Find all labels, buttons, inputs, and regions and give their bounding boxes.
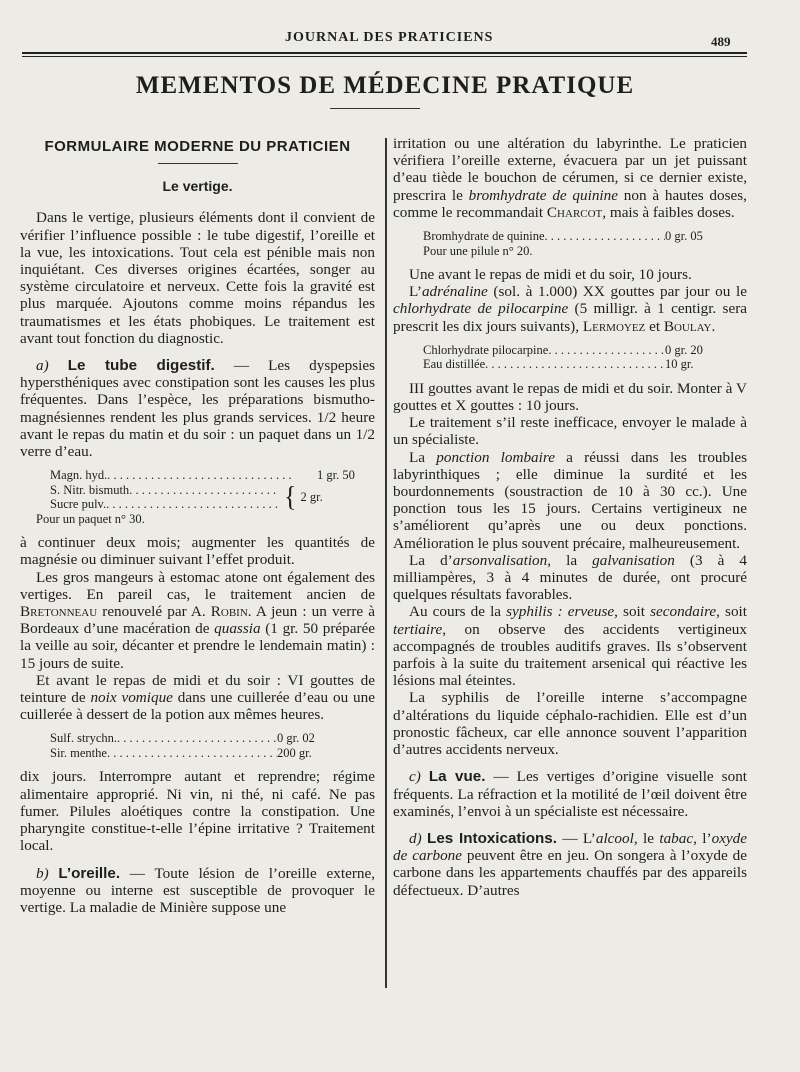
section-a: a) Le tube digestif. — Les dyspepsies hypersthéniques avec constipation sont les causes les plus fréquentes. Dans l’espèce, les préparations bismutho-magnésiennes rendent les plus grands services. 1/2 heure avant le repas du matin et du soir : un paquet dans un 1/2 verre d’eau. <box>20 357 375 461</box>
paragraph: La ponction lombaire a réussi dans les troubles labyrinthiques ; elle diminue la surdité et les bourdonnements (soustraction de 10 à 30 cc.). Une ponction tous les 15 jours. Certains vertigineux ne s’améliorent qu’après une ou deux ponctions. Amélioration le plus souvent précaire, malheureusement. <box>393 448 747 552</box>
paragraph: Une avant le repas de midi et du soir, 10 jours. <box>409 266 692 284</box>
paragraph: Les gros mangeurs à estomac atone ont également des vertiges. En pareil cas, le traitement ancien de Bretonneau renouvelé par A. Robin. A jeun : un verre à Bordeaux d’une macération de quassia (1 gr. 50 préparée la veille au soir, décanter et prendre le lendemain matin) : 15 jours de suite. <box>20 568 375 672</box>
intro-paragraph: Dans le vertige, plusieurs éléments dont il convient de vérifier l’influence possible : le tube digestif, l’oreille et la vue, les intoxications. Tout cela est pénible mais non inquiétant. Ces diverses origines écartées, songer au système circulatoire et nerveux. Cette fois la gravité est plus marquée. Ajoutons comme moins répandus les traumatismes et les états phobiques. Le traitement est avant tout fonction du diagnostic. <box>20 209 375 347</box>
paragraph: Au cours de la syphilis : erveuse, soit secondaire, soit tertiaire, on observe des accidents vertigineux accompagnés de troubles auditifs graves. Ils s’observent parfois à la suite du traitement arsenical qui réactive les lésions mal éteintes. <box>393 603 747 690</box>
right-column <box>393 135 747 899</box>
section-rule <box>158 163 238 164</box>
paragraph: L’adrénaline (sol. à 1.000) XX gouttes par jour ou le chlorhydrate de pilocarpine (5 milligr. à 1 centigr. sera prescrit les dix jours suivants), Lermoyez et Boulay. <box>393 283 747 335</box>
rx-line: Magn. hyd. . . . 1 gr. 50 <box>50 468 375 483</box>
section-d: d) Les Intoxications. — L’alcool, le tabac, l’oxyde de carbone peuvent être en jeu. On songera à l’oxyde de carbone dans les appartements chauffés par des appareils défectueux. D’autres <box>393 829 747 899</box>
brace-glyph: { <box>284 480 297 513</box>
paragraph: Et avant le repas de midi et du soir : VI gouttes de teinture de noix vomique dans une cuillerée d’eau ou une cuillerée à dessert de la potion aux mêmes heures. <box>20 671 375 724</box>
prescription-1 <box>36 468 375 526</box>
rx-note: Pour un paquet n° 30. <box>36 511 145 526</box>
running-head: JOURNAL DES PRATICIENS <box>285 30 494 45</box>
rx-line: Bromhydrate de quinine . . . 0 gr. 05 <box>423 229 723 244</box>
rx-line: Eau distillée . . . 10 gr. <box>423 357 723 372</box>
rx-line: Sir. menthe . . . 200 gr. <box>50 746 335 761</box>
paragraph: dix jours. Interrompre autant et reprendre; régime alimentaire approprié. Ni vin, ni thé, ni café. Ne pas fumer. Pilules aloétiques contre la constipation. Une pharyngite constitue-t-elle l’épine irritative ? Traitement local. <box>20 768 375 855</box>
section-b: b) L’oreille. — Toute lésion de l’oreille externe, moyenne ou interne est susceptible de provoquer le vertige. La maladie de Minière suppose une <box>20 864 376 916</box>
left-column <box>20 136 375 916</box>
rx-brace-group: S. Nitr. bismuth . . . Sucre pulv. . . . { 2 gr. <box>50 483 375 512</box>
paragraph: La d’arsonvalisation, la galvanisation (3 à 4 milliampères, 3 à 4 minutes de durée, ont procuré quelques résultats favorables. <box>393 551 747 604</box>
rx-note: Pour une pilule n° 20. <box>423 243 533 258</box>
section-title: FORMULAIRE MODERNE DU PRATICIEN <box>44 138 351 155</box>
paragraph: Le traitement s’il reste inefficace, envoyer le malade à un spécialiste. <box>393 414 747 449</box>
title-underline <box>330 108 420 109</box>
section-c: c) La vue. — Les vertiges d’origine visuelle sont fréquents. La réfraction et la motilité de l’œil doivent être examinés, l’envoi à un spécialiste est nécessaire. <box>393 768 748 820</box>
paragraph: III gouttes avant le repas de midi et du soir. Monter à V gouttes et X gouttes : 10 jours. <box>393 379 747 415</box>
main-title: MEMENTOS DE MÉDECINE PRATIQUE <box>135 72 635 99</box>
article-subtitle: Le vertige. <box>162 178 233 195</box>
column-divider <box>385 138 387 988</box>
prescription-3 <box>423 229 747 258</box>
header-rule-thin <box>22 56 747 57</box>
header-rule <box>22 52 747 54</box>
prescription-4 <box>423 343 747 372</box>
rx-line: Sulf. strychn. . . . 0 gr. 02 <box>50 731 335 746</box>
paragraph: irritation ou une altération du labyrinthe. Le praticien vérifiera l’oreille externe, évacuera par un jet puissant d’eau tiède le bouchon de cérumen, si ce dernier existe, prescrira le bromhydrate de quinine non à hautes doses, comme le recommandait Charcot, mais à faibles doses. <box>393 135 747 221</box>
paragraph: à continuer deux mois; augmenter les quantités de magnésie ou diminuer suivant l’effet produit. <box>20 534 375 569</box>
prescription-2 <box>50 731 375 760</box>
page-number: 489 <box>711 34 731 49</box>
rx-line: Chlorhydrate pilocarpine . . . 0 gr. 20 <box>423 343 723 358</box>
paragraph: La syphilis de l’oreille interne s’accompagne d’altérations du liquide céphalo-rachidien. Elle est d’un pronostic fâcheux, car elle annonce souvent l’apparition d’autres accidents nerveux. <box>393 689 747 759</box>
